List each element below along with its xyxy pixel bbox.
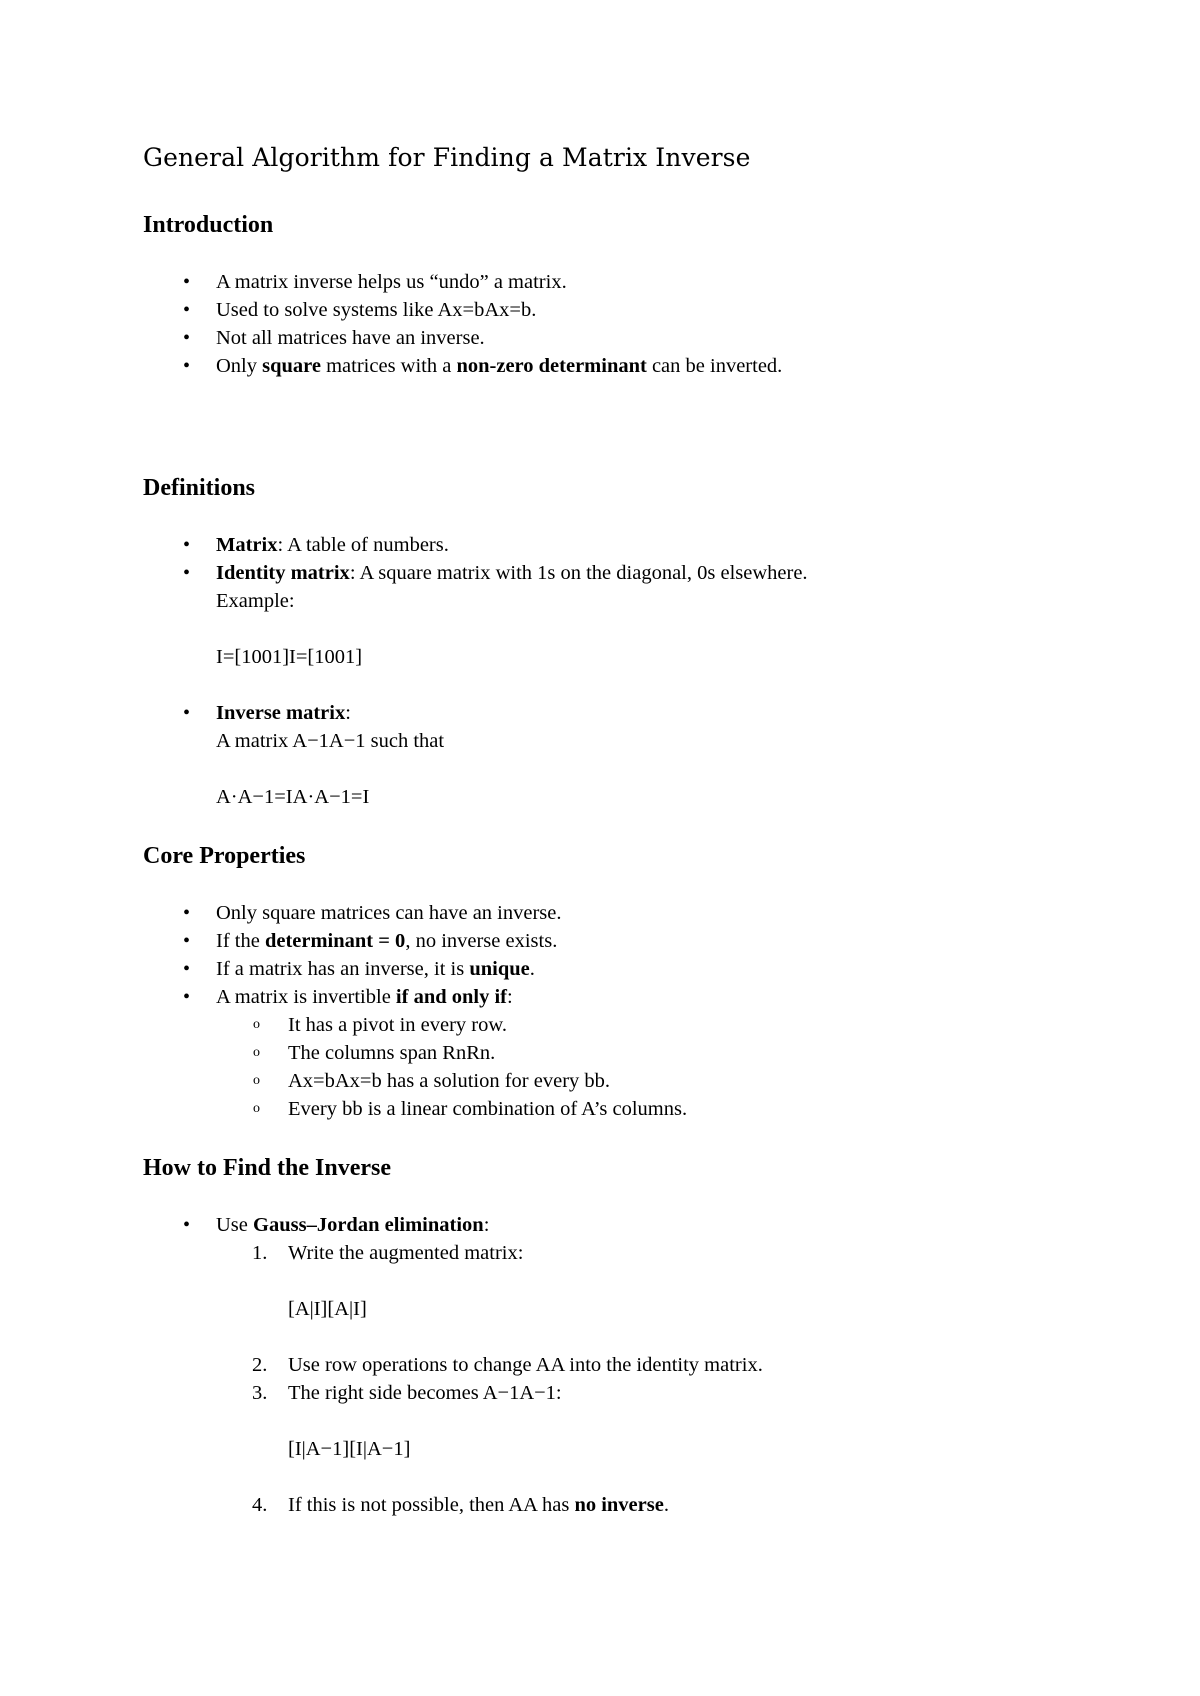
result-matrix-formula: [I|A−1][I|A−1] — [288, 1438, 411, 1460]
bullet-icon: • — [183, 562, 191, 584]
heading-definitions: Definitions — [143, 475, 256, 501]
step-text: Write the augmented matrix: — [288, 1242, 524, 1264]
bullet-icon: • — [183, 902, 191, 924]
step-number: 4. — [252, 1494, 268, 1516]
identity-example-formula: I=[1001]I=[1001] — [216, 646, 363, 668]
bullet-icon: • — [183, 327, 191, 349]
bullet-icon: • — [183, 271, 191, 293]
definition-inverse: Inverse matrix: — [216, 702, 351, 724]
heading-how-to-find: How to Find the Inverse — [143, 1155, 391, 1181]
sub-list-item: Every bb is a linear combination of A’s columns. — [288, 1098, 688, 1120]
sub-bullet-icon: o — [253, 1073, 260, 1088]
list-item: A matrix is invertible if and only if: — [216, 986, 513, 1008]
list-item: Not all matrices have an inverse. — [216, 327, 485, 349]
bullet-icon: • — [183, 355, 191, 377]
list-item: If a matrix has an inverse, it is unique. — [216, 958, 535, 980]
sub-bullet-icon: o — [253, 1101, 260, 1116]
sub-list-item: The columns span RnRn. — [288, 1042, 496, 1064]
step-number: 2. — [252, 1354, 268, 1376]
definition-matrix: Matrix: A table of numbers. — [216, 534, 449, 556]
sub-list-item: It has a pivot in every row. — [288, 1014, 507, 1036]
sub-bullet-icon: o — [253, 1017, 260, 1032]
bullet-icon: • — [183, 958, 191, 980]
definition-identity: Identity matrix: A square matrix with 1s on the diagonal, 0s elsewhere. — [216, 562, 808, 584]
step-number: 1. — [252, 1242, 268, 1264]
inverse-definition-text: A matrix A−1A−1 such that — [216, 730, 445, 752]
augmented-matrix-formula: [A|I][A|I] — [288, 1298, 367, 1320]
list-item: If the determinant = 0, no inverse exists. — [216, 930, 558, 952]
step-text: If this is not possible, then AA has no inverse. — [288, 1494, 669, 1516]
heading-introduction: Introduction — [143, 212, 274, 238]
list-item: Only square matrices with a non-zero determinant can be inverted. — [216, 355, 783, 377]
bullet-icon: • — [183, 534, 191, 556]
heading-core-properties: Core Properties — [143, 843, 306, 869]
list-item: A matrix inverse helps us “undo” a matrix. — [216, 271, 567, 293]
example-label: Example: — [216, 590, 295, 612]
bullet-icon: • — [183, 1214, 191, 1236]
sub-bullet-icon: o — [253, 1045, 260, 1060]
step-text: The right side becomes A−1A−1: — [288, 1382, 562, 1404]
page-title: General Algorithm for Finding a Matrix Inverse — [143, 143, 751, 172]
bullet-icon: • — [183, 986, 191, 1008]
inverse-formula: A·A−1=IA·A−1=I — [216, 786, 370, 808]
bullet-icon: • — [183, 299, 191, 321]
bullet-icon: • — [183, 702, 191, 724]
step-number: 3. — [252, 1382, 268, 1404]
bullet-icon: • — [183, 930, 191, 952]
list-item: Used to solve systems like Ax=bAx=b. — [216, 299, 537, 321]
list-item: Use Gauss–Jordan elimination: — [216, 1214, 490, 1236]
sub-list-item: Ax=bAx=b has a solution for every bb. — [288, 1070, 611, 1092]
list-item: Only square matrices can have an inverse. — [216, 902, 562, 924]
step-text: Use row operations to change AA into the identity matrix. — [288, 1354, 763, 1376]
